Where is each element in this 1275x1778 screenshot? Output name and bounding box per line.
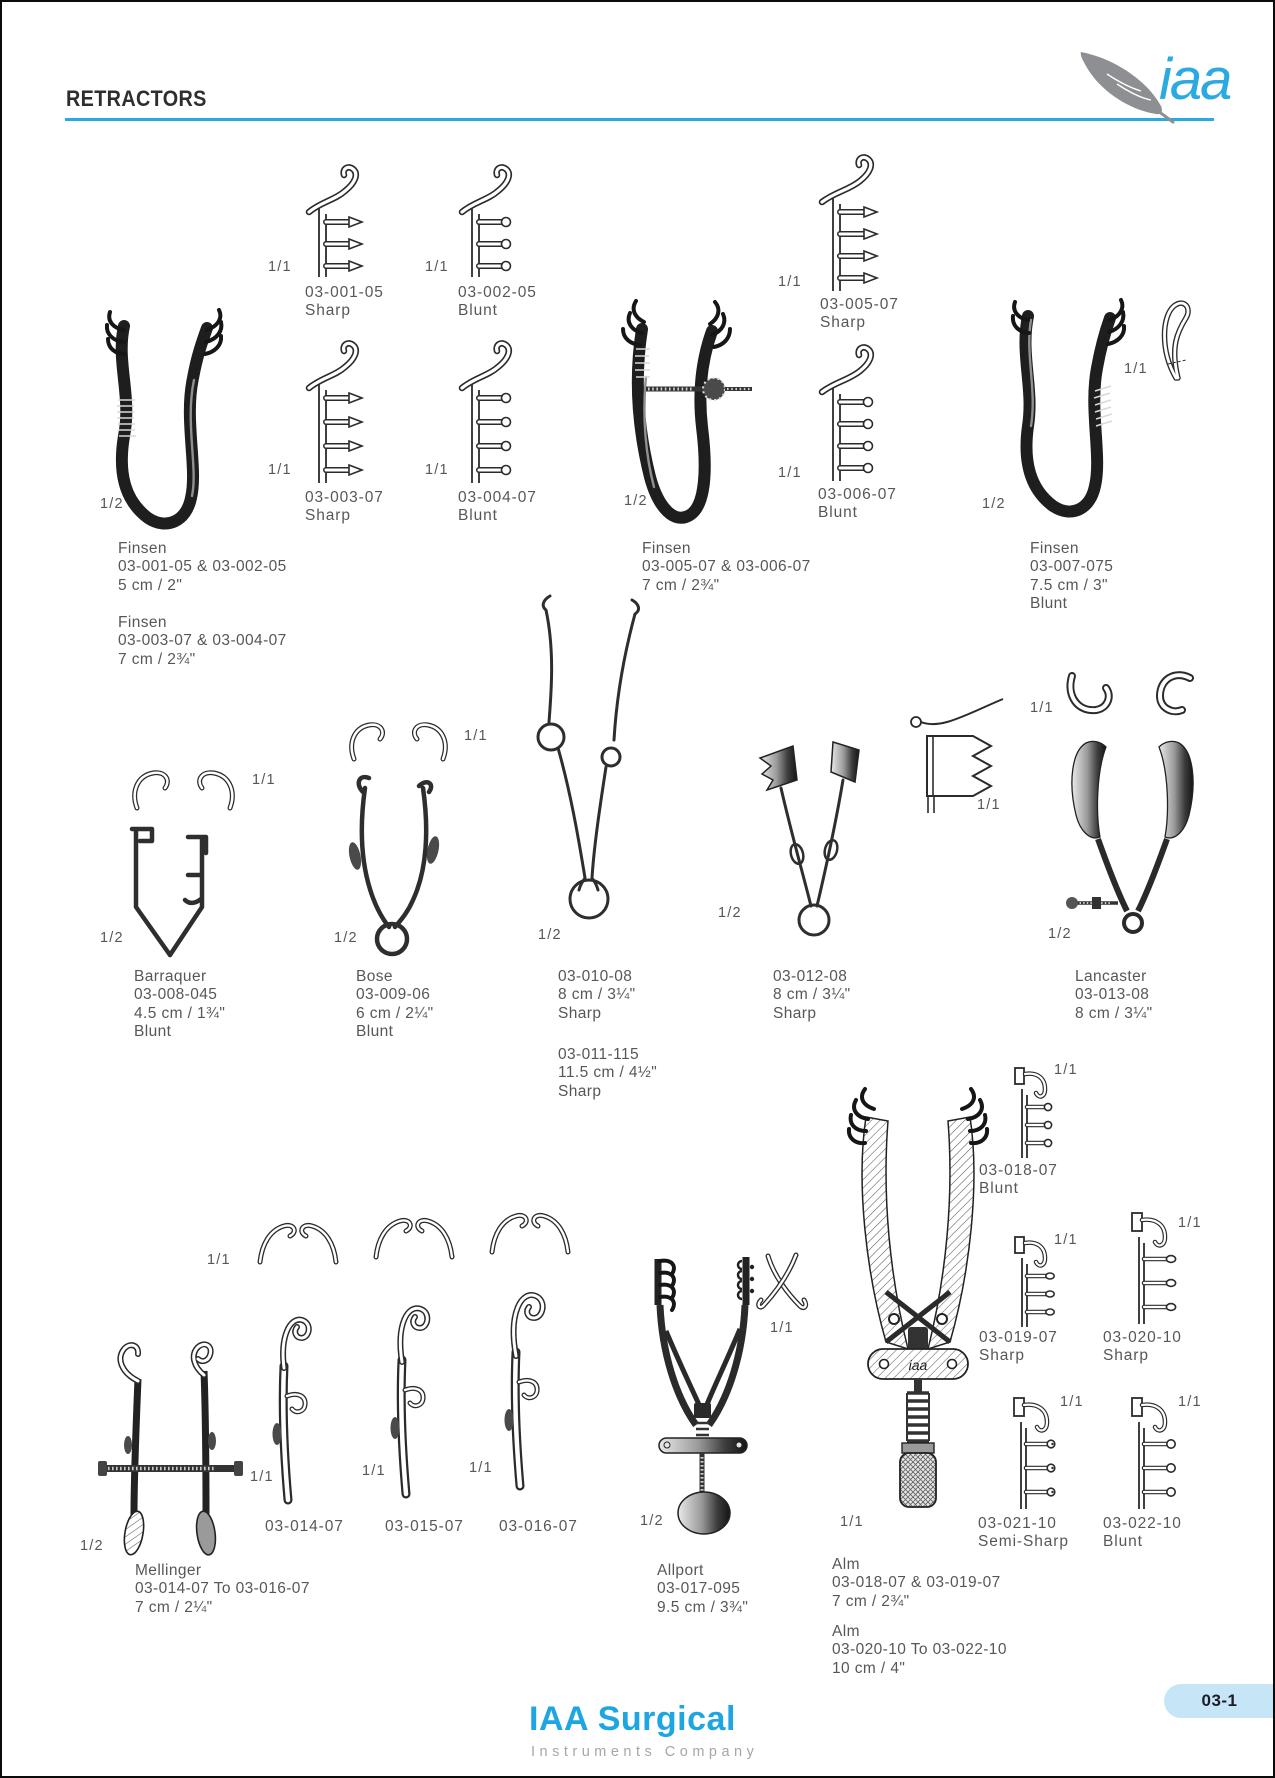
caption-barraquer — [134, 968, 225, 1042]
scale-label: 1/2 — [640, 1513, 664, 1529]
scale-label: 1/1 — [425, 259, 449, 275]
tip-type: Semi-Sharp — [978, 1533, 1069, 1551]
scale-label: 1/2 — [538, 927, 562, 943]
scale-label: 1/1 — [252, 772, 276, 788]
tip-illustration-hook-pair — [368, 1213, 460, 1263]
scale-label: 1/2 — [334, 930, 358, 946]
caption-codes: 03-010-08 — [558, 968, 633, 985]
caption-codes: 03-009-06 — [356, 986, 431, 1004]
scale-label: 1/2 — [718, 905, 742, 921]
caption-codes: 03-005-07 & 03-006-07 — [642, 558, 811, 576]
tip-label — [978, 1515, 1069, 1552]
caption-finsen-b — [642, 540, 811, 595]
caption-size: 8 cm / 3¼" — [1075, 1004, 1153, 1022]
tip-illustration-hook-pair — [252, 1218, 344, 1268]
scale-label: 1/1 — [840, 1514, 864, 1530]
scale-label: 1/2 — [80, 1538, 104, 1554]
tip-illustration-03-003-07 — [305, 334, 375, 484]
tip-illustration-lancaster-hooks — [1062, 664, 1208, 722]
caption-bose — [356, 968, 434, 1042]
tip-illustration-03-019-07 — [1008, 1228, 1058, 1328]
footer-brand: IAA Surgical — [529, 1700, 736, 1738]
tip-type: Blunt — [458, 302, 498, 320]
scale-label: 1/1 — [268, 462, 292, 478]
tip-code: 03-003-07 — [305, 489, 384, 506]
tip-type: Blunt — [458, 507, 498, 525]
tip-illustration-hook-pair — [484, 1208, 576, 1258]
caption-codes: 03-020-10 To 03-022-10 — [832, 1641, 1007, 1659]
tip-code: 03-001-05 — [305, 284, 384, 301]
scale-label: 1/1 — [977, 797, 1001, 813]
scale-label: 1/1 — [464, 728, 488, 744]
caption-finsen-c — [1030, 540, 1113, 614]
scale-label: 1/1 — [778, 274, 802, 290]
caption-size: 7 cm / 2¾" — [118, 650, 196, 668]
tip-label — [1103, 1515, 1182, 1552]
tip-code: 03-021-10 — [978, 1515, 1057, 1532]
caption-finsen-a2 — [118, 614, 287, 669]
tip-type: Sharp — [820, 314, 866, 332]
tip-illustration-03-016-07 — [494, 1290, 549, 1490]
caption-size: 7 cm / 2¾" — [832, 1592, 910, 1610]
caption-type: Blunt — [134, 1023, 172, 1041]
tip-type: Blunt — [818, 504, 858, 522]
tip-label — [458, 489, 537, 526]
tip-illustration-03-002-05 — [458, 160, 526, 278]
caption-codes: 03-017-095 — [657, 1580, 741, 1598]
finsen-blunt-retractor-illustration — [1002, 290, 1137, 532]
tip-label — [818, 486, 897, 523]
caption-mellinger — [135, 1562, 310, 1617]
caption-type: Sharp — [558, 1004, 602, 1022]
lancaster-retractor-illustration — [1060, 737, 1208, 949]
caption-size: 8 cm / 3¼" — [773, 986, 851, 1004]
caption-finsen-a1 — [118, 540, 287, 595]
caption-size: 6 cm / 2¼" — [356, 1004, 434, 1022]
caption-codes: 03-018-07 & 03-019-07 — [832, 1574, 1001, 1592]
logo-text: iaa — [1159, 47, 1231, 112]
mellinger-retractor-illustration — [98, 1337, 243, 1555]
caption-codes: 03-012-08 — [773, 968, 848, 985]
tip-label — [265, 1518, 344, 1536]
tip-illustration-03-018-07 — [1008, 1059, 1058, 1159]
tip-code: 03-020-10 — [1103, 1329, 1182, 1346]
caption-size: 7.5 cm / 3" — [1030, 576, 1108, 594]
tip-illustration-03-022-10 — [1126, 1390, 1178, 1510]
caption-size: 9.5 cm / 3¾" — [657, 1598, 749, 1616]
tip-code: 03-019-07 — [979, 1329, 1058, 1346]
caption-name: Bose — [356, 968, 393, 985]
caption-codes: 03-008-045 — [134, 986, 218, 1004]
caption-alm2 — [832, 1623, 1007, 1678]
tip-illustration-loop — [1154, 298, 1196, 380]
tip-code: 03-002-05 — [458, 284, 537, 301]
tip-illustration-03-005-07 — [817, 152, 892, 292]
barraquer-speculum-illustration — [114, 817, 224, 965]
caption-lancaster — [1075, 968, 1153, 1023]
tip-label — [979, 1162, 1058, 1199]
scale-label: 1/1 — [1178, 1394, 1202, 1410]
scale-label: 1/2 — [100, 930, 124, 946]
tip-label — [979, 1329, 1058, 1366]
etched-logo-text: iaa — [908, 1357, 928, 1373]
tip-type: Sharp — [979, 1347, 1025, 1365]
scale-label: 1/1 — [362, 1463, 386, 1479]
scale-label: 1/1 — [425, 462, 449, 478]
tip-illustration-03-021-10 — [1008, 1390, 1060, 1510]
tip-illustration-crossed-hooks — [754, 1250, 809, 1312]
tip-illustration-03-020-10 — [1126, 1205, 1178, 1325]
tip-illustration-barraquer-hooks — [127, 764, 242, 814]
tip-label — [1103, 1329, 1182, 1366]
header-rule — [65, 118, 1214, 121]
caption-name: Finsen — [118, 540, 167, 557]
tip-code: 03-015-07 — [385, 1518, 464, 1535]
tip-label — [458, 284, 537, 321]
tip-illustration-03-001-05 — [305, 160, 373, 278]
caption-type: Sharp — [558, 1082, 602, 1100]
tip-code: 03-022-10 — [1103, 1515, 1182, 1532]
caption-name: Alm — [832, 1623, 860, 1640]
page-number: 03-1 — [1201, 1691, 1238, 1710]
scale-label: 1/1 — [207, 1252, 231, 1268]
caption-size: 10 cm / 4" — [832, 1659, 906, 1677]
scale-label: 1/1 — [1178, 1215, 1202, 1231]
page-title: RETRACTORS — [66, 86, 207, 111]
caption-name: Allport — [657, 1562, 704, 1579]
scale-label: 1/1 — [1054, 1232, 1078, 1248]
caption-name: Finsen — [1030, 540, 1079, 557]
caption-03-011-115 — [558, 1046, 657, 1101]
brand-logo — [1077, 44, 1257, 129]
scale-label: 1/1 — [778, 465, 802, 481]
caption-size: 11.5 cm / 4½" — [558, 1064, 658, 1082]
tip-illustration-03-006-07 — [817, 342, 892, 482]
scale-label: 1/2 — [1048, 926, 1072, 942]
tip-type: Sharp — [1103, 1347, 1149, 1365]
scale-label: 1/1 — [1060, 1394, 1084, 1410]
scale-label: 1/1 — [268, 259, 292, 275]
scale-label: 1/2 — [624, 493, 648, 509]
caption-size: 5 cm / 2" — [118, 576, 183, 594]
scale-label: 1/1 — [250, 1469, 274, 1485]
scale-label: 1/1 — [770, 1320, 794, 1336]
caption-type: Blunt — [1030, 595, 1068, 613]
caption-codes: 03-013-08 — [1075, 986, 1150, 1004]
tip-code: 03-014-07 — [265, 1518, 344, 1535]
tip-label — [385, 1518, 464, 1536]
tip-code: 03-004-07 — [458, 489, 537, 506]
caption-codes: 03-001-05 & 03-002-05 — [118, 558, 287, 576]
allport-retractor-illustration — [634, 1245, 774, 1543]
caption-size: 7 cm / 2¾" — [642, 576, 720, 594]
tip-illustration-03-015-07 — [380, 1298, 435, 1498]
caption-name: Finsen — [118, 614, 167, 631]
tip-type: Blunt — [1103, 1533, 1143, 1551]
caption-name: Mellinger — [135, 1562, 202, 1579]
tip-code: 03-005-07 — [820, 296, 899, 313]
alm-retractor-illustration — [828, 1087, 1008, 1537]
tip-illustration-bose-hooks — [342, 717, 457, 765]
caption-size: 4.5 cm / 1¾" — [134, 1004, 226, 1022]
tip-label — [305, 489, 384, 526]
scale-label: 1/1 — [469, 1460, 493, 1476]
scale-label: 1/2 — [982, 496, 1006, 512]
caption-codes: 03-007-075 — [1030, 558, 1114, 576]
caption-codes: 03-011-115 — [558, 1046, 639, 1063]
tip-type: Sharp — [305, 302, 351, 320]
tip-code: 03-018-07 — [979, 1162, 1058, 1179]
tip-illustration-03-004-07 — [458, 334, 528, 484]
tip-code: 03-016-07 — [499, 1518, 578, 1535]
caption-name: Barraquer — [134, 968, 207, 985]
scale-label: 1/2 — [100, 496, 124, 512]
tip-type: Sharp — [305, 507, 351, 525]
wire-speculum-illustration — [512, 590, 672, 942]
footer-subtitle: Instruments Company — [531, 1744, 759, 1760]
caption-type: Blunt — [356, 1023, 394, 1041]
page-number-tab — [1164, 1684, 1275, 1718]
caption-codes: 03-014-07 To 03-016-07 — [135, 1580, 310, 1598]
caption-allport — [657, 1562, 748, 1617]
caption-size: 8 cm / 3¼" — [558, 986, 636, 1004]
finsen-screw-retractor-illustration — [590, 297, 785, 542]
caption-name: Finsen — [642, 540, 691, 557]
caption-name: Lancaster — [1075, 968, 1147, 985]
tip-label — [499, 1518, 578, 1536]
scale-label: 1/1 — [1030, 700, 1054, 716]
caption-codes: 03-003-07 & 03-004-07 — [118, 632, 287, 650]
caption-size: 7 cm / 2¼" — [135, 1598, 213, 1616]
flag-speculum-illustration — [747, 722, 882, 944]
caption-name: Alm — [832, 1556, 860, 1573]
tip-code: 03-006-07 — [818, 486, 897, 503]
caption-alm1 — [832, 1556, 1001, 1611]
tip-label — [820, 296, 899, 333]
scale-label: 1/1 — [1054, 1062, 1078, 1078]
caption-type: Sharp — [773, 1004, 817, 1022]
tip-type: Blunt — [979, 1180, 1019, 1198]
caption-03-010-08 — [558, 968, 636, 1023]
caption-03-012-08 — [773, 968, 851, 1023]
tip-label — [305, 284, 384, 321]
scale-label: 1/1 — [1124, 361, 1148, 377]
